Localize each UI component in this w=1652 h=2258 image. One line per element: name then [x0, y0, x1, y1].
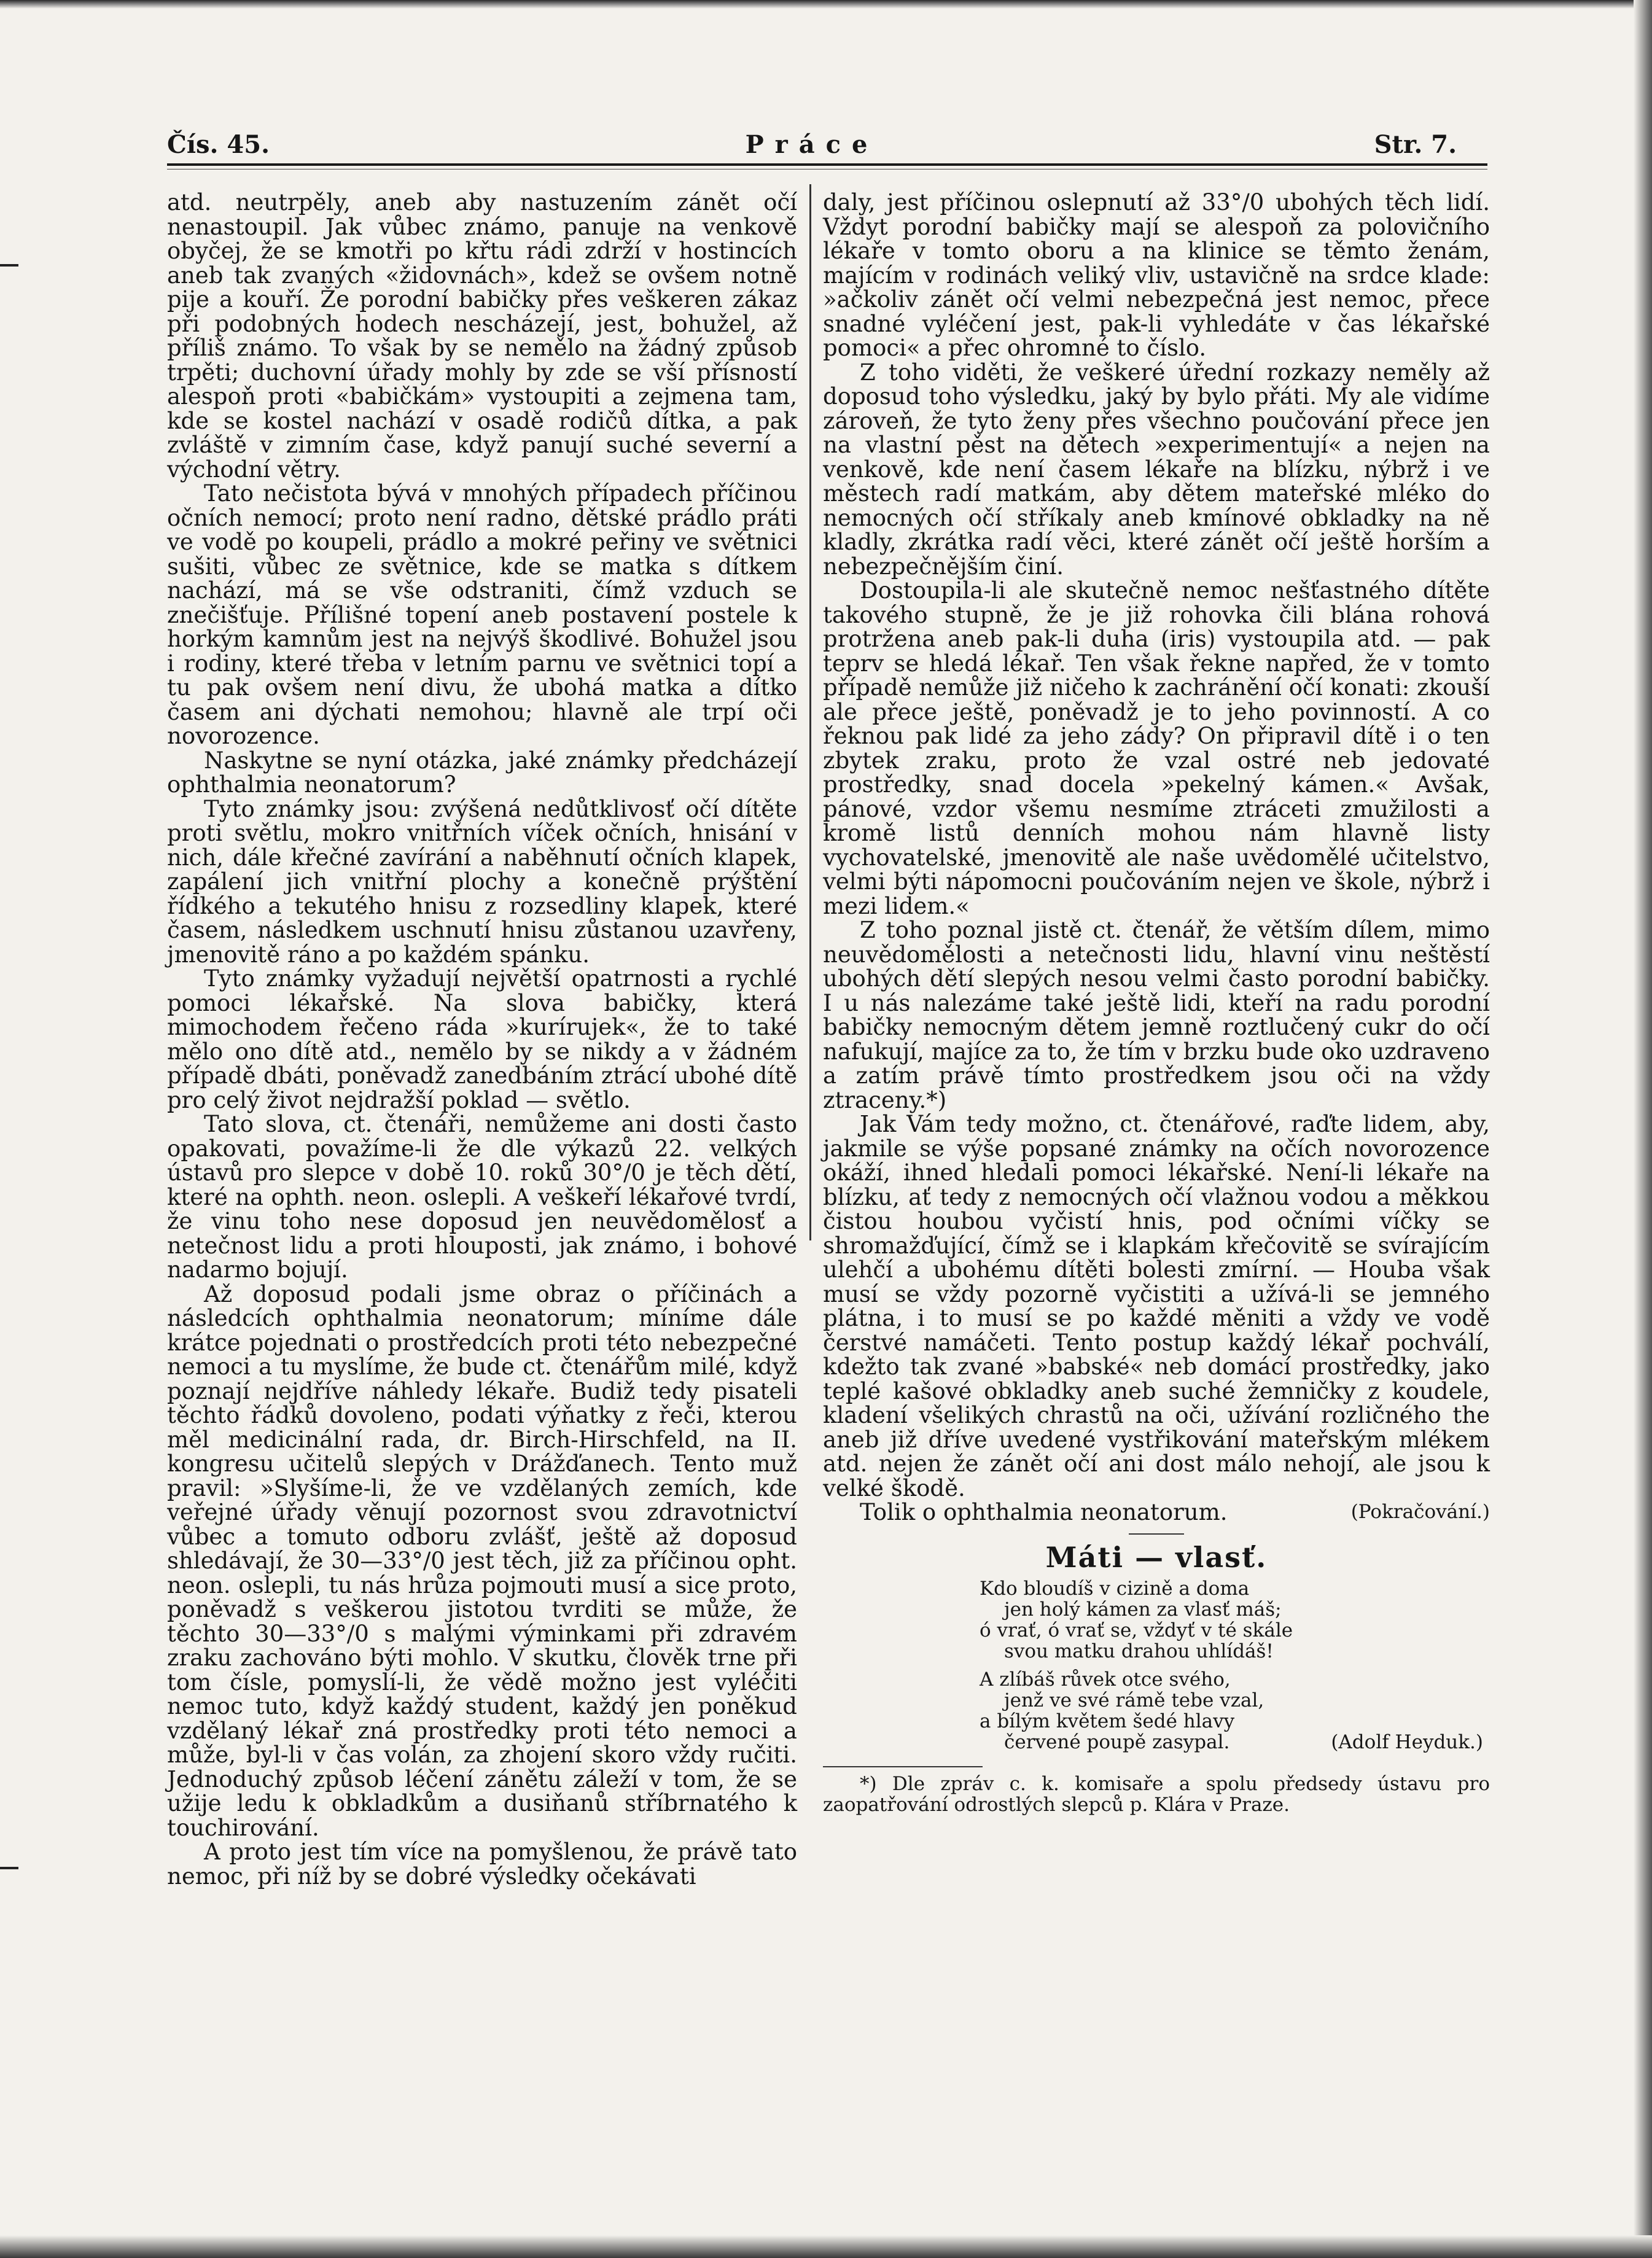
margin-mark — [0, 1867, 18, 1869]
poem-line: A zlíbáš růvek otce svého, — [980, 1668, 1231, 1691]
scan-edge-top — [0, 0, 1652, 9]
issue-number: Čís. 45. — [167, 130, 270, 159]
paragraph: A proto jest tím více na pomyšlenou, že právě tato nemoc, při níž by se dobré výsledky očekávati — [167, 1839, 797, 1890]
poem-line: Kdo bloudíš v cizině a doma — [980, 1578, 1250, 1600]
footnote: *) Dle zpráv c. k. komisaře a spolu předsedy ústavu pro zaopatřování odrostlých slepců p. Klára v Praze. — [823, 1773, 1490, 1816]
scan-edge-bottom — [0, 2235, 1652, 2258]
closing-paragraph — [823, 1500, 1490, 1525]
paragraph: Z toho viděti, že veškeré úřední rozkazy neměly až doposud toho výsledku, jaký by bylo přáti. My ale vidíme zároveň, že tyto ženy přes všechno poučování přece jen na vlastní pěst na dětech »experimentují« a nejen na venkově, kde není časem lékaře na blízku, nýbrž i ve městech radí matkám, aby dětem mateřské mléko do nemocných očí stříkaly aneb kmínové obkladky na ně kladly, zkrátka radí věci, které zánět očí ještě horším a nebezpečnějším činí. — [823, 359, 1490, 580]
poem-line: svou matku drahou uhlídáš! — [1004, 1640, 1274, 1662]
paragraph: Naskytne se nyní otázka, jaké známky předcházejí ophthalmia neonatorum? — [167, 747, 797, 798]
poem-line — [980, 1732, 1483, 1753]
poem-line: jenž ve své rámě tebe vzal, — [1004, 1689, 1264, 1711]
paragraph: Tyto známky jsou: zvýšená nedůtklivosť očí dítěte proti světlu, mokro vnitřních víček očních, hnisání v nich, dále křečné zavírání a naběhnutí očních klapek, zapálení jich vnitřní plochy a konečně prýštění řídkého a tekutého hnisu z rozsedliny klapek, které časem, následkem uschnutí hnisu zůstanou uzavřeny, jmenovitě ráno a po každém spánku. — [167, 795, 797, 968]
paragraph: Až doposud podali jsme obraz o příčinách a následcích ophthalmia neonatorum; míníme dále krátce pojednati o prostředcích proti této nebezpečné nemoci a tu myslíme, že bude ct. čtenářům milé, když poznají nejdříve náhledy lékaře. Budiž tedy pisateli těchto řádků dovoleno, podati výňatky z řeči, kterou měl medicinální rada, dr. Birch-Hirschfeld, na II. kongresu učitelů slepých v Drážďanech. Tento muž pravil: »Slyšíme-li, že ve vzdělaných zemích, kde veřejné úřady věnují pozornost svou zdravotnictví vůbec a tomuto odboru zvlášť, ještě až doposud shledávají, že 30—33°/0 jest těch, již za příčinou opht. neon. oslepli, tu nás hrůza pojmouti musí a sice proto, poněvadž s veškerou jistotou tvrditi se může, že těchto 30—33°/0 s malými výminkami při zdravém zraku zachováno býti mohlo. V skutku, člověk trne při tom čísle, pomyslí-li, že vědě možno jest vyléčiti nemoc tuto, když každý student, každý jen poněkud vzdělaný lékař zná prostředky proti této nemoci a může, byl-li v čas volán, za zhojení skoro vždy ručiti. Jednoduchý způsob léčení zánětu záleží v tom, že se užije ledu k obkladkům a dusiňanů stříbrnatého k touchirování. — [167, 1280, 797, 1841]
paragraph: atd. neutrpěly, aneb aby nastuzením zánět očí nenastoupil. Jak vůbec známo, panuje na venkově obyčej, že se kmotři po křtu rádi zdrží v hostincích aneb tak zvaných «židovnách», kdež se ovšem notně pije a kouří. Že porodní babičky přes veškeren zákaz při podobných hodech nescházejí, jest, bohužel, až příliš známo. To však by se nemělo na žádný způsob trpěti; duchovní úřady mohly by zde se vší přísností alespoň proti «babičkám» vystoupiti a zejmena tam, kde se kostel nachází v osadě rodičů dítka, a pak zvláště v zimním čase, když panují suché severní a východní větry. — [167, 189, 797, 483]
poem-separator — [1129, 1533, 1184, 1535]
right-column — [823, 190, 1490, 1815]
poem-line: jen holý kámen za vlasť máš; — [1004, 1598, 1282, 1621]
paragraph: Jak Vám tedy možno, ct. čtenářové, raďte lidem, aby, jakmile se výše popsané známky na očích novorozence okáží, ihned hledali pomoci lékařské. Není-li lékaře na blízku, ať tedy z nemocných očí vlažnou vodou a měkkou čistou houbou vyčistí hnis, pod očními víčky se shromažďující, čímž se i klapkám křečovitě se svírajícím ulehčí a ubohému dítěti bolesti zmírní. — Houba však musí se vždy pozorně vyčistiti a užívá-li se jemného plátna, i to musí se po každé měniti a vždy ve vodě čerstvé namáčeti. Tento postup každý lékař pochválí, kdežto tak zvané »babské« neb domácí prostředky, jako teplé kašové obkladky aneb suché žemničky z koudele, kladení všelikých chrastů na oči, užívání rozličného the aneb již dříve uvedené vystřikování mateřským mlékem atd. nejen že zánět očí ani dost málo nehojí, ale jsou k velké škodě. — [823, 1111, 1490, 1501]
poem-author: (Adolf Heyduk.) — [1331, 1731, 1483, 1753]
margin-mark — [0, 264, 18, 267]
column-divider — [809, 184, 811, 1240]
poem-stanza — [980, 1669, 1483, 1753]
scan-edge-right — [1634, 0, 1652, 2258]
poem-body — [980, 1578, 1483, 1753]
left-column — [167, 190, 797, 1888]
paragraph: Tyto známky vyžadují největší opatrnosti a rychlé pomoci lékařské. Na slova babičky, která mimochodem řečeno ráda »kurírujek«, že to také mělo ono dítě atd., nemělo by se nikdy a v žádném případě dbáti, poněvadž zanedbáním ztrácí ubohé dítě pro celý život nejdražší poklad — světlo. — [167, 965, 797, 1113]
poem-line: ó vrať, ó vrať se, vždyť v té skále — [980, 1619, 1293, 1641]
paragraph: Tato slova, ct. čtenáři, nemůžeme ani dosti často opakovati, považíme-li že dle výkazů 22. velkých ústavů pro slepce v době 10. roků 30°/0 je těch dětí, které na ophth. neon. oslepli. A veškeří lékařové tvrdí, že vinu toho nese doposud jen neuvědomělosť a netečnost lidu a proti hlouposti, jak známo, i bohové nadarmo bojují. — [167, 1111, 797, 1283]
continued-note: (Pokračování.) — [1350, 1501, 1490, 1523]
poem-line: a bílým květem šedé hlavy — [980, 1710, 1235, 1732]
poem — [823, 1533, 1490, 1753]
closing-text: Tolik o ophthalmia neonatorum. — [860, 1499, 1228, 1525]
page-number: Str. 7. — [1374, 130, 1457, 159]
paragraph: daly, jest příčinou oslepnutí až 33°/0 ubohých těch lidí. Vždyt porodní babičky mají se alespoň za polovičního lékaře v tomto oboru a na klinice se těmto ženám, majícím v rodinách veliký vliv, ustavičně na srdce klade: »ačkoliv zánět očí velmi nebezpečná jest nemoc, přece snadné vyléčení jest, pak-li vyhledáte v čas lékařské pomoci« a přec ohromné to číslo. — [823, 189, 1490, 361]
footnote-rule — [823, 1766, 983, 1767]
poem-title: Máti — vlasť. — [1045, 1540, 1268, 1574]
page-header — [167, 130, 1457, 167]
paragraph: Z toho poznal jistě ct. čtenář, že větším dílem, mimo neuvědomělosti a netečnosti lidu, hlavní vinu neštěstí ubohých dětí slepých nesou velmi často porodní babičky. I u nás nalezáme také ještě lidi, kteří na radu porodní babičky nemocným dětem jemně roztlučený cukr do očí nafukují, majíce za to, že tím v brzku bude oko uzdraveno a zatím právě tímto prostředkem jsou oči na vždy ztraceny.*) — [823, 917, 1490, 1113]
poem-line-text: červené poupě zasypal. — [1004, 1731, 1230, 1753]
paragraph: Dostoupila-li ale skutečně nemoc nešťastného dítěte takového stupně, že je již rohovka čili blána rohová protržena aneb pak-li duha (iris) vystoupila atd. — pak teprv se hledá lékař. Ten však řekne napřed, že v tomto případě nemůže již ničeho k zachránění očí konati: zkouší ale přece ještě, poněvadž je to jeho povinností. A co řeknou pak lidé za jeho zády? On připravil dítě i o ten zbytek zraku, proto že vzal ostré neb jedovaté prostředky, snad docela »pekelný kámen.« Avšak, pánové, vzdor všemu nesmíme ztráceti zmužilosti a kromě listů denních mohou nám hlavně listy vychovatelské, jmenovitě ale naše uvědomělé učitelstvo, velmi býti nápomocni poučováním nejen ve škole, nýbrž i mezi lidem.« — [823, 577, 1490, 919]
paragraph: Tato nečistota bývá v mnohých případech příčinou očních nemocí; proto není radno, dětské prádlo práti ve vodě po koupeli, prádlo a mokré peřiny ve světnici sušiti, vůbec ze světnice, kde se matka s dítkem nachází, má se vše odstraniti, čímž vzduch se znečišťuje. Přílišné topení aneb postavení postele k horkým kamnům jest na nejvýš škodlivé. Bohužel jsou i rodiny, které třeba v letním parnu ve světnici topí a tu pak ovšem není divu, že ubohá matka a dítko časem ani dýchati nemohou; hlavně ale trpí oči novorozence. — [167, 480, 797, 749]
newspaper-title: Práce — [745, 130, 879, 159]
header-rule — [167, 163, 1487, 166]
poem-stanza — [980, 1578, 1483, 1662]
